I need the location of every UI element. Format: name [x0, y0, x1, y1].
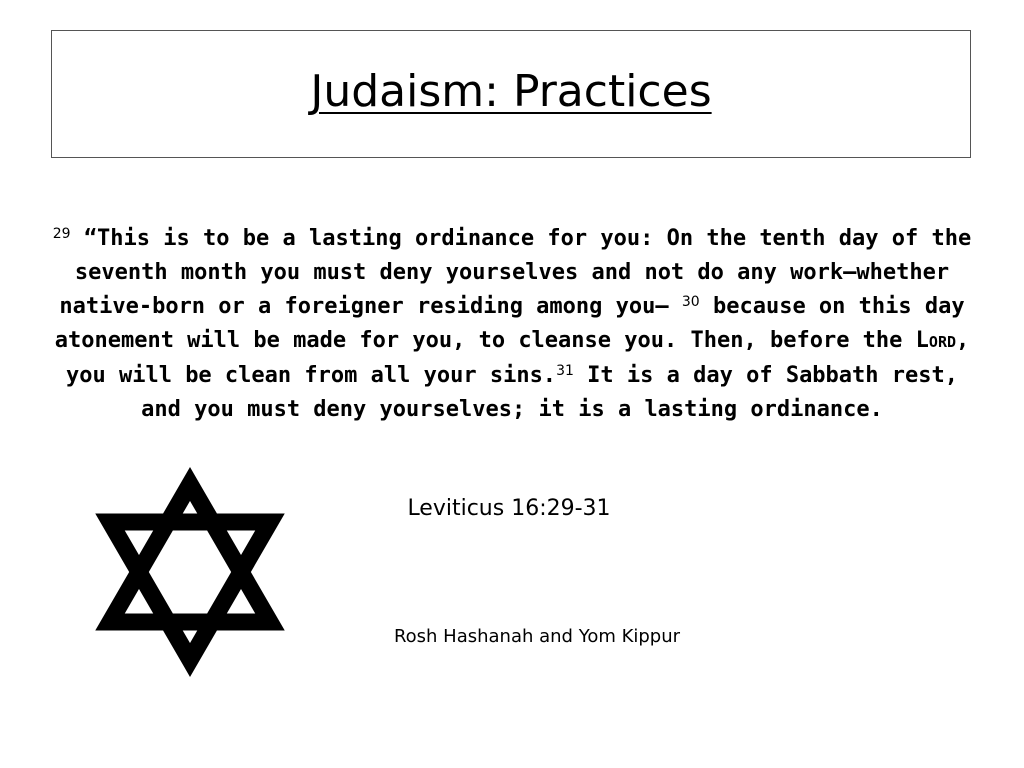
verse-number-31: 31: [556, 363, 574, 379]
verse-30-text-b: , you will be clean from all your sins.: [65, 328, 970, 388]
page-title: Judaism: Practices: [310, 65, 712, 117]
lord-smallcaps: ORD: [928, 333, 957, 351]
verse-29-text: “This is to be a lasting ordinance for you: On the tenth day of the seventh month you must deny yourselves and not do any work—whether native-born or a foreigner residing among you—: [59, 226, 972, 319]
scripture-reference: Leviticus 16:29-31: [407, 496, 611, 521]
verse-number-29: 29: [52, 226, 71, 242]
title-box: [51, 30, 971, 158]
verse-31-text: It is a day of Sabbath rest, and you must deny yourselves; it is a lasting ordinance.: [141, 363, 959, 422]
scripture-quote: [40, 222, 984, 427]
star-of-david-icon: [92, 466, 288, 678]
verse-number-30: 30: [681, 294, 700, 310]
verse-30-text-a: because on this day atonement will be made for you, to cleanse you. Then, before the L: [54, 294, 965, 353]
holidays-caption: Rosh Hashanah and Yom Kippur: [393, 626, 681, 647]
